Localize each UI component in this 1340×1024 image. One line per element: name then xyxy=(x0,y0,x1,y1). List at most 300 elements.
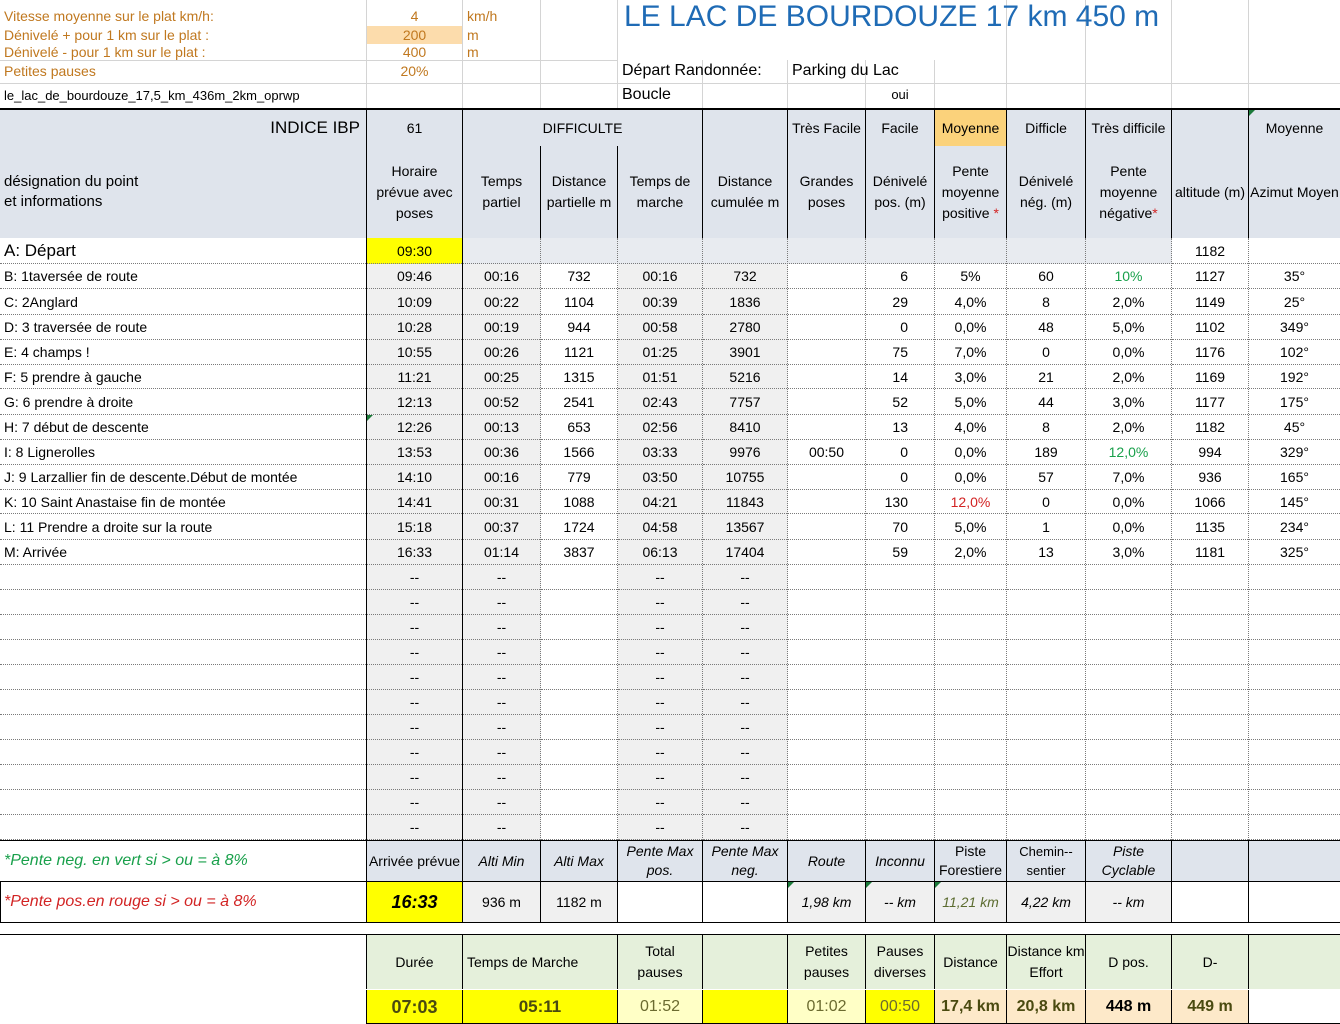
row-10-distance-cumulee: 11843 xyxy=(703,490,787,514)
tot-pauses-diverses: 00:50 xyxy=(866,990,935,1023)
empty-row-10-distance-cumulee: -- xyxy=(703,790,787,815)
empty-row-3-temps-marche: -- xyxy=(618,615,702,640)
empty-row-9-temps-marche: -- xyxy=(618,765,702,790)
level-tres-facile: Très Facile xyxy=(788,110,866,146)
row-10-azimut: 145° xyxy=(1249,490,1340,514)
row-8-deniv-pos: 0 xyxy=(866,440,934,465)
empty-row-10-horaire: -- xyxy=(367,790,462,815)
row-10-grandes-poses xyxy=(788,490,865,514)
tot-empty-2 xyxy=(1249,990,1340,1023)
row-12-pente-neg: 3,0% xyxy=(1086,540,1171,565)
col-horaire: Horaire prévue avec poses xyxy=(367,146,463,238)
row-12-azimut: 325° xyxy=(1249,540,1340,565)
empty-row-2-distance-cumulee: -- xyxy=(703,590,787,615)
col-distance-cumulee: Distance cumulée m xyxy=(703,146,788,238)
row-2-distance-cumulee: 1836 xyxy=(703,290,787,315)
tot-h-dneg: D- xyxy=(1172,935,1249,989)
empty-row-3-deniv-pos xyxy=(866,615,934,640)
row-3-temps-partiel: 00:19 xyxy=(463,315,540,340)
empty-row-1-pente-neg xyxy=(1086,565,1171,590)
empty-row-9-distance-partielle xyxy=(541,765,617,790)
empty-row-11-grandes-poses xyxy=(788,815,865,840)
speed-unit: km/h xyxy=(467,8,498,24)
row-8-temps-partiel: 00:36 xyxy=(463,440,540,465)
empty-row-10-pente-neg xyxy=(1086,790,1171,815)
empty-row-7-temps-marche: -- xyxy=(618,715,702,740)
empty-row-3-name xyxy=(0,615,366,640)
empty-row-6-temps-marche: -- xyxy=(618,690,702,715)
col-distance-partielle: Distance partielle m xyxy=(541,146,618,238)
sum-h-pente-max-pos: Pente Max pos. xyxy=(618,841,703,881)
row-9-temps-marche: 03:50 xyxy=(618,465,702,490)
row-8-pente-neg: 12,0% xyxy=(1086,440,1171,465)
row-5-temps-marche: 01:51 xyxy=(618,365,702,389)
row-1-distance-partielle: 732 xyxy=(541,264,617,289)
empty-row-7-horaire: -- xyxy=(367,715,462,740)
empty-row-6-azimut xyxy=(1249,690,1340,715)
ibp-empty-2 xyxy=(1172,110,1249,146)
empty-row-5-pente-neg xyxy=(1086,665,1171,690)
empty-row-2-pente-pos xyxy=(935,590,1006,615)
col-temps-marche: Temps de marche xyxy=(618,146,703,238)
row-6-azimut: 175° xyxy=(1249,389,1340,415)
row-9-grandes-poses xyxy=(788,465,865,490)
empty-row-3-distance-cumulee: -- xyxy=(703,615,787,640)
col-pente-neg-label: Pente moyenne négative xyxy=(1099,162,1158,221)
empty-row-5-grandes-poses xyxy=(788,665,865,690)
row-5-distance-cumulee: 5216 xyxy=(703,365,787,389)
row-6-pente-pos: 5,0% xyxy=(935,389,1006,415)
row-1-pente-pos: 5% xyxy=(935,264,1006,289)
row-7-deniv-neg: 8 xyxy=(1007,415,1085,440)
row-9-temps-partiel: 00:16 xyxy=(463,465,540,490)
row-11-pente-pos: 5,0% xyxy=(935,514,1006,540)
row-11-pente-neg: 0,0% xyxy=(1086,514,1171,540)
start-horaire[interactable]: 09:30 xyxy=(367,238,462,264)
comment-marker xyxy=(1249,110,1255,116)
empty-row-8-pente-pos xyxy=(935,740,1006,765)
empty-row-10-deniv-pos xyxy=(866,790,934,815)
row-11-distance-partielle: 1724 xyxy=(541,514,617,540)
empty-row-6-pente-neg xyxy=(1086,690,1171,715)
empty-row-1-horaire: -- xyxy=(367,565,462,590)
empty-row-6-deniv-pos xyxy=(866,690,934,715)
empty-row-10-temps-marche: -- xyxy=(618,790,702,815)
row-9-distance-cumulee: 10755 xyxy=(703,465,787,490)
row-1-grandes-poses xyxy=(788,264,865,289)
empty-row-2-grandes-poses xyxy=(788,590,865,615)
row-2-point-name[interactable]: C: 2Anglard xyxy=(0,290,366,315)
star-neg: * xyxy=(1152,204,1158,221)
row-6-grandes-poses xyxy=(788,389,865,415)
empty-row-2-azimut xyxy=(1249,590,1340,615)
empty-row-1-deniv-pos xyxy=(866,565,934,590)
empty-row-7-azimut xyxy=(1249,715,1340,740)
empty-row-3-horaire: -- xyxy=(367,615,462,640)
empty-row-9-deniv-neg xyxy=(1007,765,1085,790)
row-12-point-name[interactable]: M: Arrivée xyxy=(0,540,366,565)
ibp-last-level: Moyenne xyxy=(1249,110,1340,146)
empty-row-7-deniv-neg xyxy=(1007,715,1085,740)
tot-distance: 17,4 km xyxy=(935,990,1007,1023)
row-12-pente-pos: 2,0% xyxy=(935,540,1006,565)
empty-row-3-pente-pos xyxy=(935,615,1006,640)
row-11-azimut: 234° xyxy=(1249,514,1340,540)
row-3-point-name[interactable]: D: 3 traversée de route xyxy=(0,315,366,340)
tot-dneg: 449 m xyxy=(1172,990,1249,1023)
tot-dpos: 448 m xyxy=(1086,990,1172,1023)
dplus-value[interactable]: 200 xyxy=(367,26,462,44)
empty-row-3-pente-neg xyxy=(1086,615,1171,640)
row-7-distance-partielle: 653 xyxy=(541,415,617,440)
sum-arrivee: 16:33 xyxy=(366,882,463,922)
dplus-unit: m xyxy=(467,27,479,43)
inconnu-marker xyxy=(866,882,872,888)
col-pente-pos-label: Pente moyenne positive xyxy=(941,162,1000,221)
row-12-distance-cumulee: 17404 xyxy=(703,540,787,565)
empty-row-8-deniv-pos xyxy=(866,740,934,765)
ibp-value: 61 xyxy=(367,110,463,146)
row-3-horaire: 10:28 xyxy=(367,315,462,340)
row-5-temps-partiel: 00:25 xyxy=(463,365,540,389)
empty-row-3-temps-partiel: -- xyxy=(463,615,540,640)
empty-row-7-altitude xyxy=(1172,715,1248,740)
col-pente-pos xyxy=(935,146,1007,238)
row-9-azimut: 165° xyxy=(1249,465,1340,490)
row-2-pente-neg: 2,0% xyxy=(1086,290,1171,315)
empty-row-5-horaire: -- xyxy=(367,665,462,690)
empty-row-4-azimut xyxy=(1249,640,1340,665)
row-6-deniv-neg: 44 xyxy=(1007,389,1085,415)
empty-row-2-temps-marche: -- xyxy=(618,590,702,615)
empty-row-1-name xyxy=(0,565,366,590)
sum-h-piste-cyclable: Piste Cyclable xyxy=(1086,841,1172,881)
col-altitude: altitude (m) xyxy=(1172,146,1249,238)
empty-row-11-deniv-neg xyxy=(1007,815,1085,840)
empty-row-7-deniv-pos xyxy=(866,715,934,740)
row-11-grandes-poses xyxy=(788,514,865,540)
empty-row-1-azimut xyxy=(1249,565,1340,590)
empty-row-9-horaire: -- xyxy=(367,765,462,790)
empty-row-11-pente-neg xyxy=(1086,815,1171,840)
pauses-value[interactable]: 20% xyxy=(400,63,429,79)
empty-row-3-altitude xyxy=(1172,615,1248,640)
row-8-grandes-poses: 00:50 xyxy=(788,440,865,465)
row-11-temps-partiel: 00:37 xyxy=(463,514,540,540)
start-altitude: 1182 xyxy=(1172,238,1248,264)
empty-row-11-name xyxy=(0,815,366,840)
row-7-deniv-pos: 13 xyxy=(866,415,934,440)
row-12-grandes-poses xyxy=(788,540,865,565)
empty-row-11-temps-partiel: -- xyxy=(463,815,540,840)
empty-row-6-deniv-neg xyxy=(1007,690,1085,715)
sum-piste-forestiere: 11,21 km xyxy=(935,882,1007,922)
row-10-temps-partiel: 00:31 xyxy=(463,490,540,514)
row-1-distance-cumulee: 732 xyxy=(703,264,787,289)
sum-h-pente-max-neg: Pente Max neg. xyxy=(703,841,788,881)
col-azimut: Azimut Moyen xyxy=(1249,146,1340,238)
boucle-label: Boucle xyxy=(622,86,671,103)
row-5-distance-partielle: 1315 xyxy=(541,365,617,389)
empty-row-11-azimut xyxy=(1249,815,1340,840)
boucle-value: oui xyxy=(891,87,909,102)
empty-row-5-temps-partiel: -- xyxy=(463,665,540,690)
row-5-point-name[interactable]: F: 5 prendre à gauche xyxy=(0,365,366,389)
empty-row-10-distance-partielle xyxy=(541,790,617,815)
row-4-temps-partiel: 00:26 xyxy=(463,340,540,365)
empty-row-3-grandes-poses xyxy=(788,615,865,640)
empty-row-2-pente-neg xyxy=(1086,590,1171,615)
row-6-point-name[interactable]: G: 6 prendre à droite xyxy=(0,389,366,415)
row-3-deniv-pos: 0 xyxy=(866,315,934,340)
row-12-deniv-pos: 59 xyxy=(866,540,934,565)
row-2-pente-pos: 4,0% xyxy=(935,290,1006,315)
sum-h-empty xyxy=(1172,841,1249,881)
empty-row-4-temps-partiel: -- xyxy=(463,640,540,665)
row-6-distance-cumulee: 7757 xyxy=(703,389,787,415)
row-8-horaire: 13:53 xyxy=(367,440,462,465)
empty-row-9-distance-cumulee: -- xyxy=(703,765,787,790)
row-10-deniv-neg: 0 xyxy=(1007,490,1085,514)
row-7-altitude: 1182 xyxy=(1172,415,1248,440)
empty-row-6-name xyxy=(0,690,366,715)
pauses-label: Petites pauses xyxy=(4,63,96,79)
row-4-point-name[interactable]: E: 4 champs ! xyxy=(0,340,366,365)
tot-h-distance: Distance xyxy=(935,935,1007,989)
empty-row-9-deniv-pos xyxy=(866,765,934,790)
row-9-altitude: 936 xyxy=(1172,465,1248,490)
row-2-azimut: 25° xyxy=(1249,290,1340,315)
tot-h-pauses-diverses: Pauses diverses xyxy=(866,935,935,989)
row-10-point-name[interactable]: K: 10 Saint Anastaise fin de montée xyxy=(0,490,366,514)
row-11-horaire: 15:18 xyxy=(367,514,462,540)
difficulte-label: DIFFICULTE xyxy=(463,110,703,146)
row-12-deniv-neg: 13 xyxy=(1007,540,1085,565)
row-10-pente-pos: 12,0% xyxy=(935,490,1006,514)
tot-empty xyxy=(703,990,788,1023)
empty-row-4-grandes-poses xyxy=(788,640,865,665)
sum-piste-cyclable: -- km xyxy=(1086,882,1172,922)
empty-row-5-azimut xyxy=(1249,665,1340,690)
row-9-horaire: 14:10 xyxy=(367,465,462,490)
row-4-azimut: 102° xyxy=(1249,340,1340,365)
row-11-temps-marche: 04:58 xyxy=(618,514,702,540)
row-4-deniv-neg: 0 xyxy=(1007,340,1085,365)
empty-row-7-temps-partiel: -- xyxy=(463,715,540,740)
col-pente-neg xyxy=(1086,146,1172,238)
row-3-pente-neg: 5,0% xyxy=(1086,315,1171,340)
empty-row-10-azimut xyxy=(1249,790,1340,815)
speed-value[interactable]: 4 xyxy=(410,8,419,24)
sum-alti-max: 1182 m xyxy=(541,882,618,922)
sum-h-inconnu: Inconnu xyxy=(866,841,935,881)
empty-row-8-temps-marche: -- xyxy=(618,740,702,765)
empty-row-10-temps-partiel: -- xyxy=(463,790,540,815)
empty-row-4-horaire: -- xyxy=(367,640,462,665)
sum-route: 1,98 km xyxy=(788,882,866,922)
sum-h-alti-max: Alti Max xyxy=(541,841,618,881)
row-6-temps-marche: 02:43 xyxy=(618,389,702,415)
empty-row-9-pente-neg xyxy=(1086,765,1171,790)
empty-row-2-temps-partiel: -- xyxy=(463,590,540,615)
row-8-deniv-neg: 189 xyxy=(1007,440,1085,465)
tot-duree: 07:03 xyxy=(366,990,463,1023)
empty-row-8-name xyxy=(0,740,366,765)
empty-row-9-pente-pos xyxy=(935,765,1006,790)
row-6-deniv-pos: 52 xyxy=(866,389,934,415)
row-5-deniv-neg: 21 xyxy=(1007,365,1085,389)
sum-h-chemin: Chemin--sentier xyxy=(1007,841,1086,881)
empty-row-6-distance-partielle xyxy=(541,690,617,715)
row-9-point-name[interactable]: J: 9 Larzallier fin de descente.Début de montée xyxy=(0,465,366,490)
row-10-pente-neg: 0,0% xyxy=(1086,490,1171,514)
row-8-temps-marche: 03:33 xyxy=(618,440,702,465)
empty-row-11-distance-partielle xyxy=(541,815,617,840)
empty-row-6-grandes-poses xyxy=(788,690,865,715)
empty-row-8-pente-neg xyxy=(1086,740,1171,765)
tot-h-petites-pauses: Petites pauses xyxy=(788,935,866,989)
empty-row-5-deniv-neg xyxy=(1007,665,1085,690)
level-moyenne: Moyenne xyxy=(935,110,1007,146)
row-4-altitude: 1176 xyxy=(1172,340,1248,365)
empty-row-2-distance-partielle xyxy=(541,590,617,615)
empty-row-4-name xyxy=(0,640,366,665)
row-3-pente-pos: 0,0% xyxy=(935,315,1006,340)
empty-row-8-distance-partielle xyxy=(541,740,617,765)
row-1-temps-marche: 00:16 xyxy=(618,264,702,289)
ibp-label: INDICE IBP xyxy=(0,110,367,146)
row-5-altitude: 1169 xyxy=(1172,365,1248,389)
empty-row-11-pente-pos xyxy=(935,815,1006,840)
dminus-value[interactable]: 400 xyxy=(402,44,427,60)
empty-row-7-pente-neg xyxy=(1086,715,1171,740)
empty-row-8-altitude xyxy=(1172,740,1248,765)
row-5-horaire: 11:21 xyxy=(367,365,462,389)
empty-row-5-pente-pos xyxy=(935,665,1006,690)
empty-row-5-distance-partielle xyxy=(541,665,617,690)
row-3-altitude: 1102 xyxy=(1172,315,1248,340)
row-8-altitude: 994 xyxy=(1172,440,1248,465)
tot-h-dpos: D pos. xyxy=(1086,935,1172,989)
speed-label: Vitesse moyenne sur le plat km/h: xyxy=(4,8,214,24)
empty-row-11-distance-cumulee: -- xyxy=(703,815,787,840)
empty-row-6-distance-cumulee: -- xyxy=(703,690,787,715)
row-8-point-name[interactable]: I: 8 Lignerolles xyxy=(0,440,366,465)
row-2-temps-partiel: 00:22 xyxy=(463,290,540,315)
empty-row-9-azimut xyxy=(1249,765,1340,790)
empty-row-4-pente-neg xyxy=(1086,640,1171,665)
note-neg: *Pente neg. en vert si > ou = à 8% xyxy=(4,852,248,869)
row-1-deniv-pos: 6 xyxy=(866,264,934,289)
row-1-altitude: 1127 xyxy=(1172,264,1248,289)
tot-petites-pauses: 01:02 xyxy=(788,990,866,1023)
row-1-pente-neg: 10% xyxy=(1086,264,1171,289)
row-12-altitude: 1181 xyxy=(1172,540,1248,565)
empty-row-9-altitude xyxy=(1172,765,1248,790)
empty-row-9-name xyxy=(0,765,366,790)
row-10-distance-partielle: 1088 xyxy=(541,490,617,514)
row-5-pente-pos: 3,0% xyxy=(935,365,1006,389)
row-4-grandes-poses xyxy=(788,340,865,365)
ibp-empty xyxy=(703,110,788,146)
row-7-distance-cumulee: 8410 xyxy=(703,415,787,440)
dplus-label: Dénivelé + pour 1 km sur le plat : xyxy=(4,27,210,43)
row-4-temps-marche: 01:25 xyxy=(618,340,702,365)
row-12-temps-marche: 06:13 xyxy=(618,540,702,565)
empty-row-4-deniv-neg xyxy=(1007,640,1085,665)
empty-row-8-horaire: -- xyxy=(367,740,462,765)
row-1-point-name[interactable]: B: 1taversée de route xyxy=(0,264,366,289)
empty-row-8-azimut xyxy=(1249,740,1340,765)
row-2-deniv-neg: 8 xyxy=(1007,290,1085,315)
empty-row-1-deniv-neg xyxy=(1007,565,1085,590)
star-pos: * xyxy=(993,204,999,221)
sum-inconnu: -- km xyxy=(866,882,935,922)
row-4-horaire: 10:55 xyxy=(367,340,462,365)
row-3-temps-marche: 00:58 xyxy=(618,315,702,340)
row-10-temps-marche: 04:21 xyxy=(618,490,702,514)
empty-row-5-temps-marche: -- xyxy=(618,665,702,690)
empty-row-7-distance-cumulee: -- xyxy=(703,715,787,740)
row-3-deniv-neg: 48 xyxy=(1007,315,1085,340)
empty-row-10-name xyxy=(0,790,366,815)
row-5-pente-neg: 2,0% xyxy=(1086,365,1171,389)
row-7-temps-marche: 02:56 xyxy=(618,415,702,440)
sum-h-arrivee: Arrivée prévue xyxy=(366,841,463,881)
row-6-temps-partiel: 00:52 xyxy=(463,389,540,415)
sum-h-empty-2 xyxy=(1249,841,1340,881)
tot-distance-effort: 20,8 km xyxy=(1007,990,1086,1023)
sum-empty xyxy=(1172,882,1249,922)
row-6-horaire: 12:13 xyxy=(367,389,462,415)
row-2-grandes-poses xyxy=(788,290,865,315)
tot-h-total-pauses: Total pauses xyxy=(618,935,703,989)
sum-alti-min: 936 m xyxy=(463,882,541,922)
tot-temps-marche: 05:11 xyxy=(463,990,618,1023)
row-1-temps-partiel: 00:16 xyxy=(463,264,540,289)
empty-row-6-temps-partiel: -- xyxy=(463,690,540,715)
row-11-point-name[interactable]: L: 11 Prendre a droite sur la route xyxy=(0,514,366,540)
row-12-horaire: 16:33 xyxy=(367,540,462,565)
empty-row-11-deniv-pos xyxy=(866,815,934,840)
row-10-deniv-pos: 130 xyxy=(866,490,934,514)
row-4-pente-neg: 0,0% xyxy=(1086,340,1171,365)
empty-row-8-distance-cumulee: -- xyxy=(703,740,787,765)
tot-h-duree: Durée xyxy=(366,935,463,989)
row-11-distance-cumulee: 13567 xyxy=(703,514,787,540)
empty-row-1-distance-partielle xyxy=(541,565,617,590)
empty-row-1-distance-cumulee: -- xyxy=(703,565,787,590)
row-8-azimut: 329° xyxy=(1249,440,1340,465)
col-deniv-pos: Dénivelé pos. (m) xyxy=(866,146,935,238)
empty-row-7-name xyxy=(0,715,366,740)
row-9-pente-pos: 0,0% xyxy=(935,465,1006,490)
empty-row-2-name xyxy=(0,590,366,615)
row-7-pente-pos: 4,0% xyxy=(935,415,1006,440)
empty-row-1-temps-partiel: -- xyxy=(463,565,540,590)
empty-row-11-altitude xyxy=(1172,815,1248,840)
empty-row-4-deniv-pos xyxy=(866,640,934,665)
tot-total-pauses: 01:52 xyxy=(618,990,703,1023)
empty-row-9-grandes-poses xyxy=(788,765,865,790)
dminus-label: Dénivelé - pour 1 km sur le plat : xyxy=(4,44,206,60)
level-facile: Facile xyxy=(866,110,935,146)
row-3-distance-cumulee: 2780 xyxy=(703,315,787,340)
empty-row-5-altitude xyxy=(1172,665,1248,690)
empty-row-4-temps-marche: -- xyxy=(618,640,702,665)
empty-row-5-name xyxy=(0,665,366,690)
row-7-point-name[interactable]: H: 7 début de descente xyxy=(0,415,366,440)
